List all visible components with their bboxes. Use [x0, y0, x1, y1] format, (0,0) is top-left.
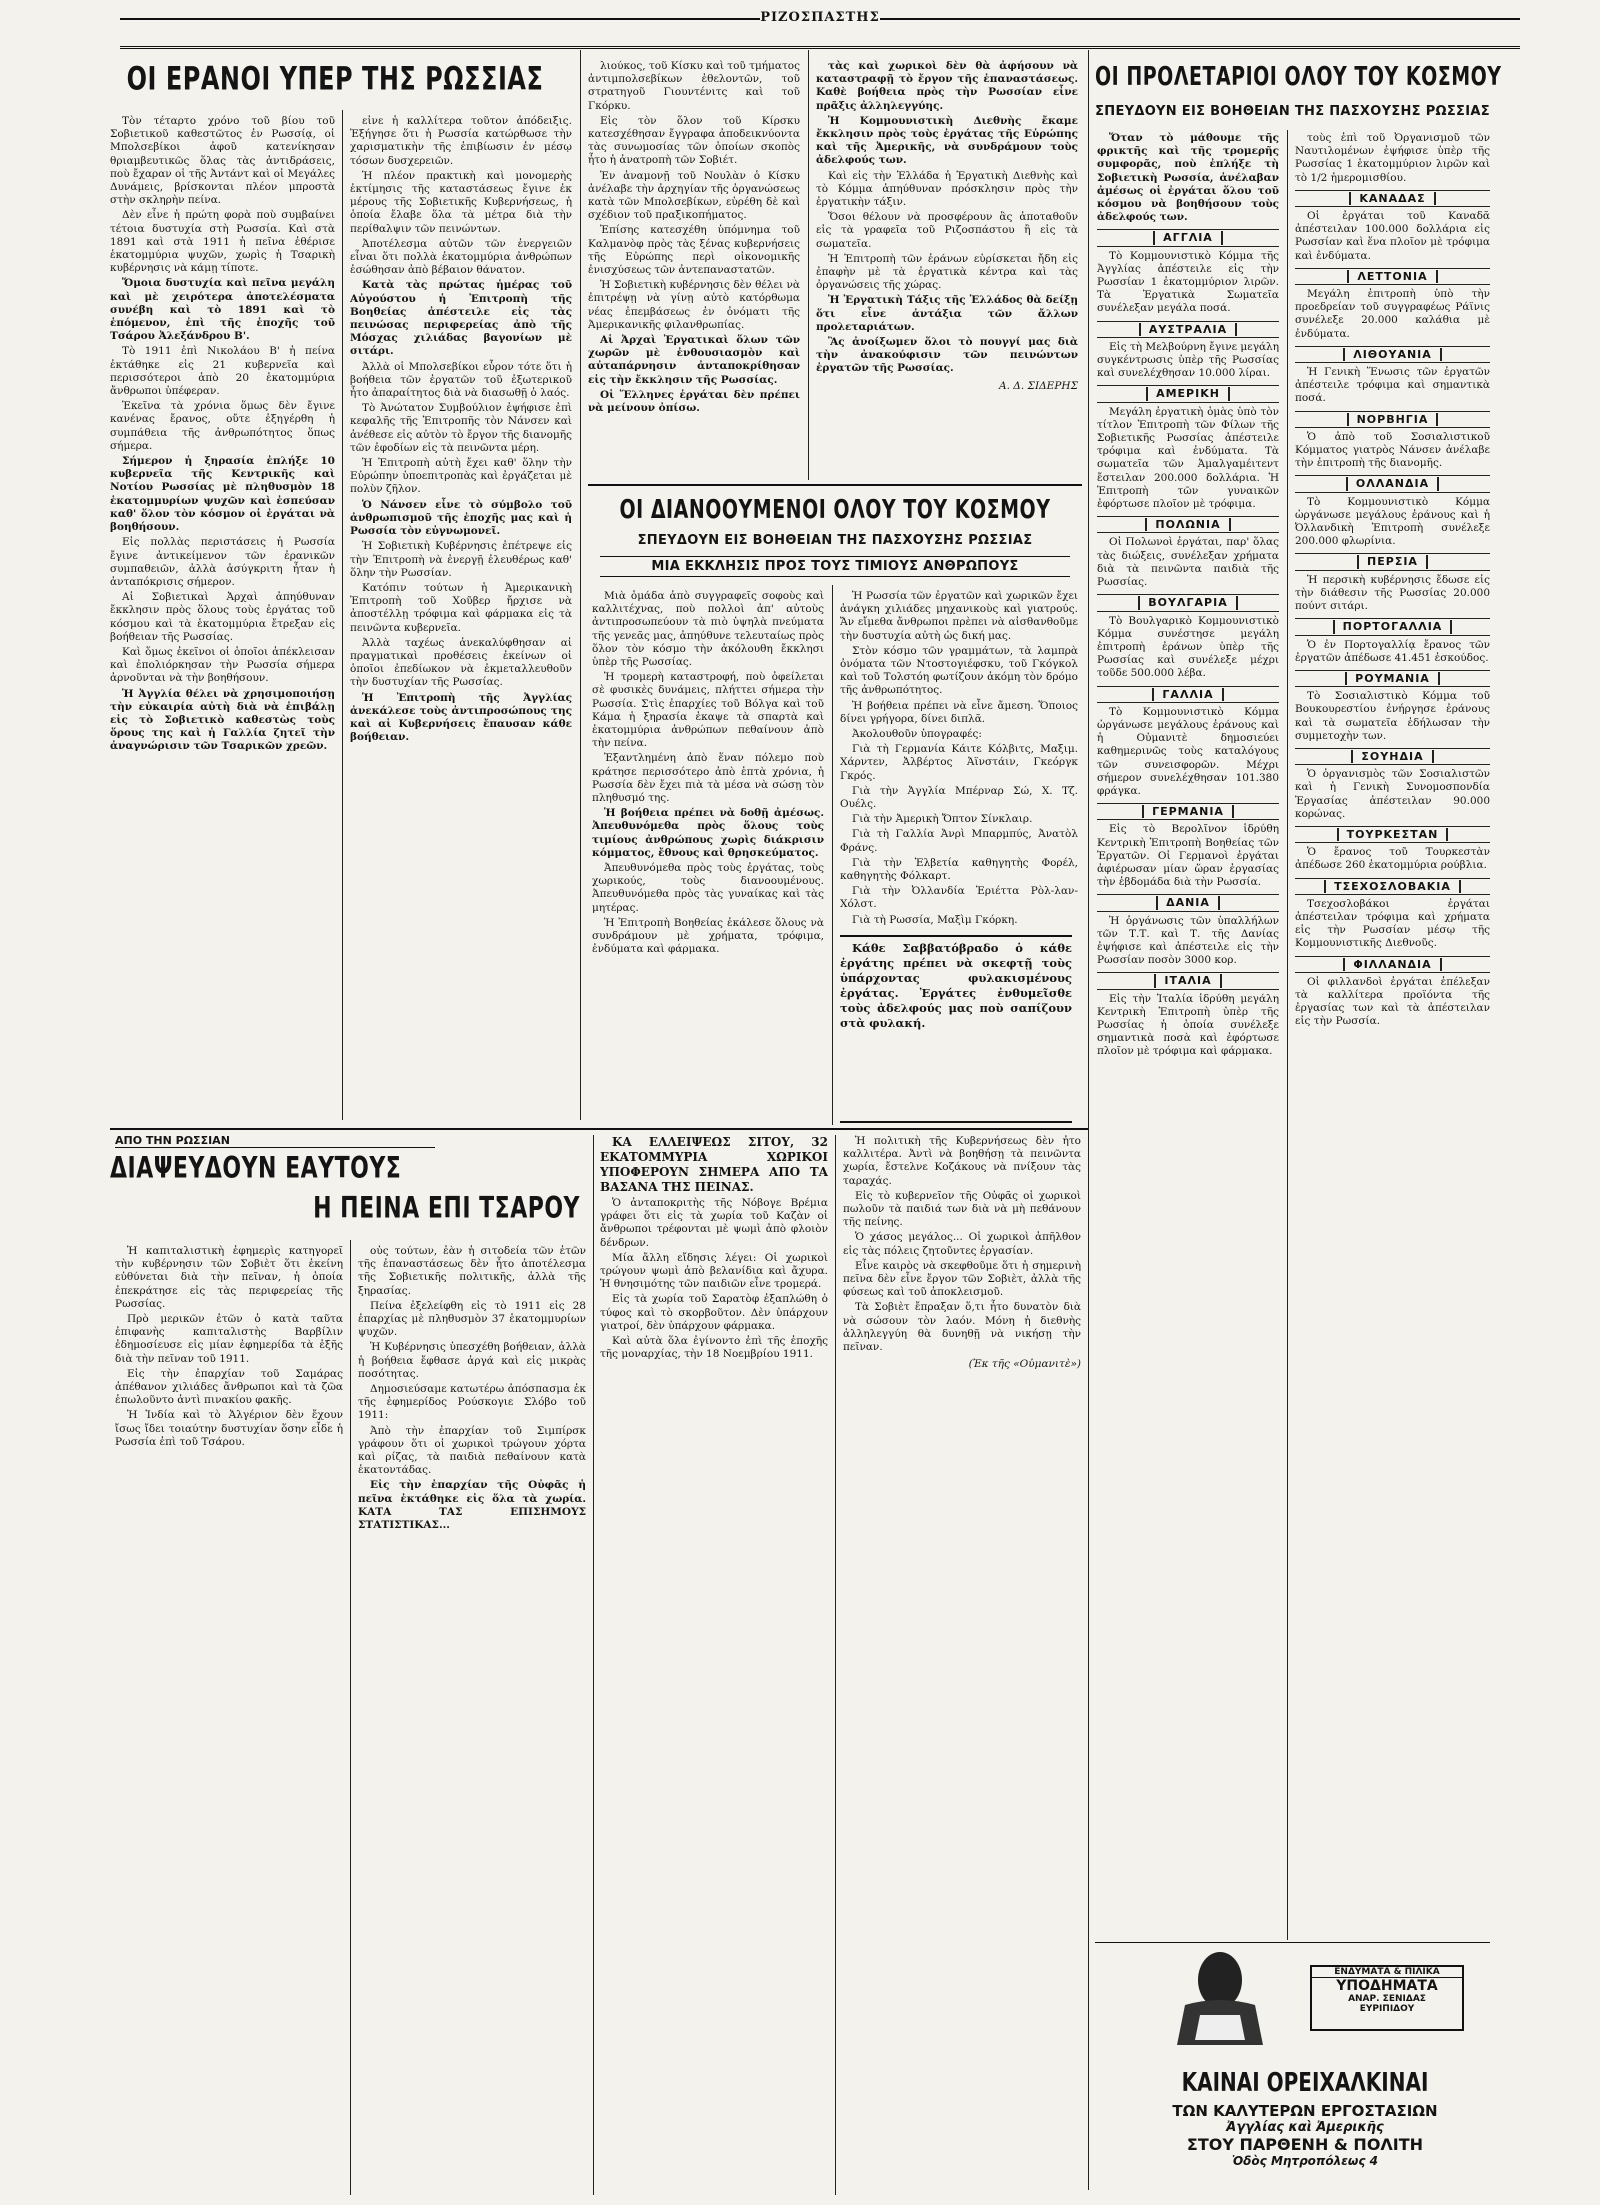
- country-header: [1097, 686, 1279, 703]
- country-header: [1295, 475, 1490, 492]
- paragraph: Ἀπευθυνόμεθα πρὸς τοὺς ἐργάτας, τοὺς χωρικούς, τοὺς διανοουμένους. Ἀπευθυνόμεθα πρὸς τὰς γυναίκας καὶ τὰς μητέρας.: [592, 862, 824, 914]
- paragraph: Κατὰ τὰς πρώτας ἡμέρας τοῦ Αὐγούστου ἡ Ἐπιτροπὴ τῆς Βοηθείας ἀπέστειλε εἰς τὰς πεινώσας περιφερείας ἀπὸ τῆς Μόσχας χιλιάδας βαγονίων μὲ σιτάρι.: [350, 279, 572, 358]
- country-header: [1295, 956, 1490, 973]
- paragraph: Οἱ φιλλανδοὶ ἐργάται ἐπέλεξαν τὰ καλλίτερα προϊόντα τῆς ἐργασίας των καὶ τὰ ἀπέστειλαν εἰς τὴν Ρωσσία.: [1295, 975, 1490, 1028]
- article-4-column-3: [600, 1135, 828, 2195]
- paragraph: Ὅμοια δυστυχία καὶ πεῖνα μεγάλη καὶ μὲ χειρότερα ἀποτελέσματα συνέβη καὶ τὸ 1891 καὶ τὸ ἑπόμενον, ἐπὶ τῆς ἐποχῆς τοῦ Τσάρου Ἀλεξάνδρου Β'.: [110, 277, 335, 343]
- article-4-column-4: [843, 1135, 1081, 2195]
- paragraph: Εἰς τὴν Ἰταλία ἱδρύθη μεγάλη Κεντρικὴ Ἐπιτροπὴ ὑπὲρ τῆς Ρωσσίας ἡ ὁποία συνέλεξε σημαντικὰ ποσὰ καὶ ἐφόρτωσε πλοῖον μὲ τρόφιμα καὶ φάρμακα.: [1097, 992, 1279, 1058]
- paragraph: Ἡ Ἐπιτροπὴ τῶν ἐράνων εὑρίσκεται ἤδη εἰς ἐπαφὴν μὲ τὰ ἐργατικὰ κέντρα καὶ τὰς ὀργανώσεις τῆς χώρας.: [816, 252, 1078, 292]
- ad-line: ΥΠΟΔΗΜΑΤΑ: [1336, 1978, 1438, 1994]
- paragraph: Ἡ καπιταλιστικὴ ἐφημερὶς κατηγορεῖ τὴν κυβέρνησιν τῶν Σοβιὲτ ὅτι ἐκείνη εὐθύνεται διὰ τὴν πεῖναν, ἡ ὁποία ἐπεκράτησε εἰς τὰς περιφερείας τῆς Ρωσσίας.: [115, 1245, 343, 1310]
- paragraph: Τὸ Σοσιαλιστικὸ Κόμμα τοῦ Βουκουρεστίου ἐνήργησε ἐράνους καὶ τὰ σωματεῖα ἐδήλωσαν τὴν συμμετοχὴν των.: [1295, 690, 1490, 742]
- column-divider: [342, 110, 343, 1120]
- paragraph: Ἡ πλέον πρακτικὴ καὶ μονομερὴς ἐκτίμησις τῆς καταστάσεως ἔγινε ἐκ μέρους τῆς Σοβιετικῆς Κυβερνήσεως, ἡ ὁποία ἔλαβε ὅλα τὰ μέτρα διὰ τὴν περίθαλψιν τῶν πεινώντων.: [350, 169, 572, 235]
- paragraph: Αἱ Σοβιετικαὶ Ἀρχαὶ ἀπηύθυναν ἔκκλησιν πρὸς ὅλους τοὺς ἐργάτας τοῦ κόσμου καὶ τὰ ἑκατομμύρια ἔτρεξαν εἰς βοήθειαν τῆς Ρωσσίας.: [110, 591, 335, 643]
- paragraph: Καὶ αὐτὰ ὅλα ἐγίνοντο ἐπὶ τῆς ἐποχῆς τῆς μοναρχίας, τὴν 18 Νοεμβρίου 1911.: [600, 1335, 828, 1361]
- paragraph: ΚΑ ΕΛΛΕΙΨΕΩΣ ΣΙΤΟΥ, 32 ΕΚΑΤΟΜΜΥΡΙΑ ΧΩΡΙΚΟΙ ΥΠΟΦΕΡΟΥΝ ΣΗΜΕΡΑ ΑΠΟ ΤΑ ΒΑΣΑΝΑ ΤΗΣ ΠΕΙΝΑΣ.: [600, 1135, 828, 1194]
- country-header: [1295, 878, 1490, 895]
- paragraph: Ἂς ἀνοίξωμεν ὅλοι τὸ πουγγί μας διὰ τὴν ἀνακούφισιν τῶν πεινώντων ἐργατῶν τῆς Ρωσσίας.: [816, 336, 1078, 375]
- paragraph: εἶνε ἡ καλλίτερα τοῦτον ἀπόδειξις. Ἐξήγησε ὅτι ἡ Ρωσσία κατώρθωσε τὴν χαρισματικὴν τῆς ἐπιβίωσιν ἐν μέσῳ τόσων δυσχερειῶν.: [350, 115, 572, 167]
- country-name: ΒΟΥΛΓΑΡΙΑ: [1138, 596, 1237, 609]
- country-name: ΙΤΑΛΙΑ: [1154, 974, 1221, 987]
- paragraph: Τσεχοσλοβάκοι ἐργάται ἀπέστειλαν τρόφιμα καὶ χρήματα εἰς τὴν Ρωσσίαν μέσῳ τῆς Κομμουνιστικῆς Διεθνοῦς.: [1295, 897, 1490, 950]
- column-divider: [835, 1135, 836, 2195]
- paragraph: Εἶνε καιρὸς νὰ σκεφθοῦμε ὅτι ἡ σημερινὴ πεῖνα δὲν εἶνε ἔργον τῶν Σοβιὲτ, ἀλλὰ τῆς φύσεως καὶ τοῦ ἀποκλεισμοῦ.: [843, 1259, 1081, 1299]
- country-name: ΠΕΡΣΙΑ: [1357, 555, 1428, 568]
- paragraph: Ἡ Ἐργατικὴ Τάξις τῆς Ἑλλάδος θὰ δείξῃ ὅτι εἶνε ἀντάξια τῶν ἄλλων προλεταριάτων.: [816, 294, 1078, 333]
- country-header: [1295, 268, 1490, 285]
- ad-line: ΕΝΔΥΜΑΤΑ & ΠΙΛΙΚΑ: [1312, 1967, 1462, 1978]
- paragraph: Μεγάλη ἐπιτροπὴ ὑπὸ τὴν προεδρείαν τοῦ συγγραφέως Ράϊνις συνέλεξε 20.000 καλάθια μὲ ἐνδύματα.: [1295, 288, 1490, 340]
- country-name: ΦΙΛΛΑΝΔΙΑ: [1343, 958, 1441, 971]
- paragraph: Οἱ Πολωνοὶ ἐργάται, παρ' ὅλας τὰς διώξεις, συνέλεξαν χρήματα διὰ τὰ πεινῶντα παιδιὰ τῆς Ρωσσίας.: [1097, 536, 1279, 589]
- paragraph: Σήμερον ἡ ξηρασία ἐπλήξε 10 κυβερνεῖα τῆς Κεντρικῆς καὶ Νοτίου Ρωσσίας μὲ πληθυσμὸν 18 ἑκατομμυρίων ψυχῶν καὶ ἐσπεύσαν καθ' ὅλον τὸν κόσμον οἱ ἐργάται νὰ βοηθήσουν.: [110, 455, 335, 534]
- paragraph: Ἀκολουθοῦν ὑπογραφές:: [852, 728, 982, 741]
- country-name: ΟΛΛΑΝΔΙΑ: [1346, 477, 1439, 490]
- country-header: [1295, 618, 1490, 635]
- section-rule: [588, 484, 1082, 486]
- ad-line: ΚΑΙΝΑΙ ΟΡΕΙΧΑΛΚΙΝΑΙ: [1181, 2066, 1429, 2098]
- paragraph: Ὁ ἔρανος τοῦ Τουρκεστὰν ἀπέδωσε 260 ἑκατομμύρια ρούβλια.: [1295, 846, 1490, 872]
- masthead-rule-right: [880, 18, 1520, 20]
- paragraph: Πείνα ἐξελείφθη εἰς τὸ 1911 εἰς 28 ἐπαρχίας μὲ πληθυσμὸν 37 ἑκατομμυρίων ψυχῶν.: [358, 1299, 586, 1339]
- paragraph: Ἡ Σοβιετικὴ κυβέρνησις δὲν θέλει νὰ ἐπιτρέψῃ νὰ γίνῃ αὐτὸ κατόρθωμα νέας ἐπεμβάσεως ἐν ὀνόματι τῆς Ἀμερικανικῆς φιλανθρωπίας.: [588, 279, 800, 331]
- paragraph: Ὁ χάσος μεγάλος... Οἱ χωρικοὶ ἀπῆλθον εἰς τὰς πόλεις ζητοῦντες ἐργασίαν.: [843, 1231, 1081, 1257]
- paragraph: Γιὰ τὴ Γαλλία Ἀνρὶ Μπαρμπύς, Ἀνατὸλ Φράνς.: [840, 828, 1078, 854]
- country-name: ΠΟΛΩΝΙΑ: [1145, 518, 1230, 531]
- paragraph: τοὺς ἐπὶ τοῦ Ὀργανισμοῦ τῶν Ναυτιλομένων ἐψήφισε ὑπὲρ τῆς Ρωσσίας 1 ἑκατομμύριον λιρῶν καὶ τὸ 1/2 ἡμερομισθίου.: [1295, 132, 1490, 184]
- country-header: [1295, 346, 1490, 363]
- article-1-column-3: [588, 60, 800, 480]
- paragraph: Ἡ Ἐπιτροπὴ Βοηθείας ἐκάλεσε ὅλους νὰ συνδράμουν μὲ χρήματα, τρόφιμα, ἐνδύματα καὶ φάρμακα.: [592, 916, 824, 956]
- paragraph: λιούκος, τοῦ Κίσκυ καὶ τοῦ τμήματος ἀντιμπολσεβίκων ἐθελοντῶν, τοῦ στρατηγοῦ Γιουντένιτς καὶ τοῦ Γκόρκυ.: [588, 60, 800, 112]
- country-header: [1097, 385, 1279, 402]
- country-name: ΛΕΤΤΟΝΙΑ: [1347, 270, 1437, 283]
- paragraph: Τὸ Κομμουνιστικὸ Κόμμα ὠργάνωσε μεγάλους ἐράνους καὶ ἡ Ὀλλανδικὴ Ἐπιτροπὴ συνέλεξε 200.000 φλωρίνια.: [1295, 495, 1490, 548]
- column-divider: [1287, 130, 1288, 1940]
- article-2-headline: ΟΙ ΔΙΑΝΟΟΥΜΕΝΟΙ ΟΛΟΥ ΤΟΥ ΚΟΣΜΟΥ: [619, 495, 1051, 525]
- country-name: ΓΕΡΜΑΝΙΑ: [1142, 805, 1234, 818]
- paragraph: Ἐκεῖνα τὰ χρόνια ὅμως δὲν ἔγινε κανένας ἔρανος, οὔτε ἐξηγέρθη ἡ συμπάθεια τῆς ἀνθρωπότητος ὅπως σήμερα.: [110, 400, 335, 452]
- paragraph: Ὅταν τὸ μάθουμε τῆς φρικτῆς καὶ τῆς τρομερῆς συμφορᾶς, ποὺ ἐπλήξε τὴ Σοβιετικὴ Ρωσσία, ἀνέλαβαν ἀμέσως οἱ ἐργάται ὅλου τοῦ κόσμου νὰ βοηθήσουν τοὺς ἀδελφούς των.: [1097, 132, 1279, 224]
- country-name: ΝΟΡΒΗΓΙΑ: [1347, 413, 1439, 426]
- ad-line: Ὁδὸς Μητροπόλεως 4: [1231, 2154, 1379, 2168]
- ad-line: ΣΤΟΥ ΠΑΡΘΕΝΗ & ΠΟΛΙΤΗ: [1186, 2135, 1424, 2154]
- country-header: [1295, 748, 1490, 765]
- masthead: [120, 6, 1520, 49]
- paragraph: Ὅσοι θέλουν νὰ προσφέρουν ἂς ἀποταθοῦν εἰς τὰ γραφεῖα τοῦ Ριζοσπάστου ἢ εἰς τὰ σωματεῖα.: [816, 211, 1078, 250]
- paragraph: οὐς τούτων, ἐὰν ἡ σιτοδεία τῶν ἐτῶν τῆς ἐπαναστάσεως δὲν ἦτο ἀποτέλεσμα τῆς Σοβιετικῆς πολιτικῆς, ἀλλὰ τῆς ξηρασίας.: [358, 1245, 586, 1297]
- ad-line: ΤΩΝ ΚΑΛΥΤΕΡΩΝ ΕΡΓΟΣΤΑΣΙΩΝ: [1172, 2102, 1438, 2120]
- country-header: [1097, 516, 1279, 533]
- article-1-column-4: [816, 60, 1078, 480]
- paragraph: Οἱ ἐργάται τοῦ Καναδᾶ ἀπέστειλαν 100.000 δολλάρια εἰς Ρωσσίαν καὶ ἕνα πλοῖον μὲ τρόφιμα καὶ ἐνδύματα.: [1295, 210, 1490, 262]
- paragraph: Ὁ ὀργανισμὸς τῶν Σοσιαλιστῶν καὶ ἡ Γενικὴ Συνομοσπονδία Ἐργασίας ἀπέστειλαν 90.000 κορώνας.: [1295, 768, 1490, 820]
- ad-brass-beds: [1140, 2066, 1470, 2168]
- paragraph: Ἡ τρομερὴ καταστροφή, ποὺ ὀφείλεται σὲ φυσικὲς δυνάμεις, πλήττει σήμερα τὴν Ρωσσία. Στὶς ἐπαρχίες τοῦ Βόλγα καὶ τοῦ Κάμα ἡ ξηρασία ἐκαψε τὰ σπαρτὰ καὶ ἑκατομμύρια ἀνθρώπων πεθαίνουν ἀπὸ τὴν πείνα.: [592, 671, 824, 750]
- paragraph: Ἡ Ἐπιτροπὴ τῆς Ἀγγλίας ἀνεκάλεσε τοὺς ἀντιπροσώπους της καὶ αἱ Κυβερνήσεις ἔπαυσαν κάθε βοήθειαν.: [350, 691, 572, 744]
- article-2-column-2: [840, 590, 1078, 925]
- paragraph: Τὸ 1911 ἐπὶ Νικολάου Β' ἡ πείνα ἐκτάθηκε εἰς 21 κυβερνεῖα καὶ περισσότεροι ἀπὸ 20 ἑκατομμύρια ἄνθρωποι ὑπέφεραν.: [110, 345, 335, 398]
- paragraph: Εἰς πολλὰς περιστάσεις ἡ Ρωσσία ἔγινε ἀντικείμενον τῶν ἐρανικῶν συμπαθειῶν, ἀλλὰ ἀσύγκριτη ἦταν ἡ ἀνταπόκρισις σήμερον.: [110, 536, 335, 588]
- paragraph: Τὸ Κομμουνιστικὸ Κόμμα ὠργάνωσε μεγάλους ἐράνους καὶ ἡ Οὐμανιτὲ δημοσιεύει καθημερινῶς τοὺς καταλόγους τῶν συνεισφορῶν. Μέχρι σήμερον συνελέχθησαν 101.380 φράγκα.: [1097, 705, 1279, 797]
- paragraph: Ἡ Ἐπιτροπὴ αὐτὴ ἔχει καθ' ὅλην τὴν Εὐρώπην ὑποεπιτροπὰς καὶ ἐργάζεται μὲ πολὺν ζῆλον.: [350, 457, 572, 496]
- country-name: ΤΣΕΧΟΣΛΟΒΑΚΙΑ: [1324, 880, 1461, 893]
- country-header: [1295, 411, 1490, 428]
- country-header: [1097, 894, 1279, 911]
- article-1-signature: Α. Δ. ΣΙΔΕΡΗΣ: [999, 379, 1078, 392]
- paragraph: Ἐξαντλημένη ἀπὸ ἕναν πόλεμο ποὺ κράτησε περισσότερο ἀπὸ ἑπτὰ χρόνια, ἡ Ρωσσία δὲν ἔχει πιὰ τὰ μέσα νὰ σώσῃ τὸν πληθυσμό της.: [592, 752, 824, 805]
- paragraph: Εἰς τὴν ἐπαρχίαν τοῦ Σαμάρας ἀπέθανον χιλιάδες ἄνθρωποι καὶ τὰ ζῶα ἐπωλοῦντο ἀντὶ πινακίου φακῆς.: [115, 1367, 343, 1407]
- paragraph: Οἱ Ἕλληνες ἐργάται δὲν πρέπει νὰ μείνουν ὀπίσω.: [588, 388, 800, 415]
- country-name: ΑΜΕΡΙΚΗ: [1146, 387, 1230, 400]
- column-divider: [1088, 50, 1089, 2190]
- country-header: [1097, 321, 1279, 338]
- column-divider: [808, 50, 809, 480]
- country-name: ΓΑΛΛΙΑ: [1152, 688, 1223, 701]
- paragraph: Μιὰ ὁμάδα ἀπὸ συγγραφεῖς σοφοὺς καὶ καλλιτέχνας, ποὺ πολλοὶ ἀπ' αὐτοὺς ἀντιπροσωπεύουν τὰ πιὸ ὑψηλὰ πνεύματα τῆς γενεᾶς μας, ἀπηύθυνε τελευταίως πρὸς ὅλον τὸν κόσμο τὴν ἀκόλουθη ἔκκλησι ὑπὲρ τῆς Ρωσσίας.: [592, 590, 824, 669]
- paragraph: Τὸν τέταρτο χρόνο τοῦ βίου τοῦ Σοβιετικοῦ καθεστῶτος ἐν Ρωσσίᾳ, οἱ Μπολσεβίκοι ἀφοῦ κατενίκησαν θριαμβευτικῶς ὅλας τὰς ἀντιδράσεις, ποὺ ἔχαραν οἱ τῆς Ἀντάντ καὶ οἱ Μεγάλες Δυνάμεις, βρίσκονται πλέον μπροστὰ στὴν σκληρὴν πείνα.: [110, 115, 335, 207]
- article-3-headline: ΟΙ ΠΡΟΛΕΤΑΡΙΟΙ ΟΛΟΥ ΤΟΥ ΚΟΣΜΟΥ: [1095, 62, 1502, 92]
- country-header: [1295, 826, 1490, 843]
- paragraph: Γιὰ τὴ Ρωσσία, Μαξὶμ Γκόρκη.: [852, 913, 1018, 925]
- paragraph: Ἡ Σοβιετικὴ Κυβέρνησις ἐπέτρεψε εἰς τὴν Ἐπιτροπὴ νὰ ἐνεργῇ ἐλευθέρως καθ' ὅλην τὴν Ρωσσίαν.: [350, 540, 572, 579]
- paragraph: Μία ἄλλη εἴδησις λέγει: Οἱ χωρικοὶ τρώγουν ψωμὶ ἀπὸ βελανίδια καὶ ἄχυρα. Ἡ θνησιμότης τῶν παιδιῶν εἶνε τρομερά.: [600, 1251, 828, 1291]
- paragraph: Ἡ βοήθεια πρέπει νὰ εἶνε ἄμεση. Ὅποιος δίνει γρήγορα, δίνει διπλᾶ.: [840, 699, 1078, 725]
- paragraph: Ἡ Ἰνδία καὶ τὸ Ἀλγέριον δὲν ἔχουν ἴσως ἴδει τοιαύτην δυστυχίαν ὅσην εἶδε ἡ Ρωσσία ἐπὶ τοῦ Τσάρου.: [115, 1409, 343, 1448]
- paragraph: Εἰς τὴ Μελβούρνη ἔγινε μεγάλη συγκέντρωσις ὑπὲρ τῆς Ρωσσίας καὶ συνελέχθησαν 10.000 λίραι.: [1097, 340, 1279, 380]
- paragraph: τὰς καὶ χωρικοὶ δὲν θὰ ἀφήσουν νὰ καταστραφῇ τὸ ἔργον τῆς ἐπαναστάσεως. Καθὲ βοήθεια πρὸς τὴν Ρωσσίαν εἶνε πρᾶξις ἀλληλεγγύης.: [816, 60, 1078, 112]
- paragraph: Πρὸ μερικῶν ἐτῶν ὁ κατὰ ταῦτα ἐπιφανὴς καπιταλιστὴς Βαρβίλιν ἐδημοσίευσε εἰς μίαν ἐφημερίδα τὰ ἑξῆς διὰ τὴν πεῖναν τοῦ 1911.: [115, 1313, 343, 1365]
- paragraph: Τὸ Κομμουνιστικὸ Κόμμα τῆς Ἀγγλίας ἀπέστειλε εἰς τὴν Ρωσσίαν 1 ἐκατομμύριον λιρῶν. Τὰ Ἐργατικὰ Σωματεῖα συνέλεξαν μεγάλα ποσά.: [1097, 249, 1279, 315]
- paragraph: Ἡ Γενικὴ Ἕνωσις τῶν ἐργατῶν ἀπέστειλε τρόφιμα καὶ σημαντικὰ ποσά.: [1295, 366, 1490, 405]
- country-name: ΚΑΝΑΔΑΣ: [1349, 192, 1435, 205]
- paragraph: Γιὰ τὴν Ὀλλανδία Ἑριέττα Ρὸλ-λαν-Χόλστ.: [840, 885, 1078, 911]
- paragraph: Γιὰ τὴν Ἀμερικὴ Ὄπτον Σίνκλαιρ.: [852, 813, 1033, 826]
- masthead-title: ΡΙΖΟΣΠΑΣΤΗΣ: [760, 10, 880, 25]
- country-name: ΑΥΣΤΡΑΛΙΑ: [1139, 323, 1237, 336]
- ad-line: Ἀγγλίας καὶ Ἀμερικῆς: [1226, 2120, 1384, 2135]
- paragraph: Ἡ ὀργάνωσις τῶν ὑπαλλήλων τῶν Τ.Τ. καὶ Τ. τῆς Δανίας ἐψήφισε καὶ ἀπέστειλε εἰς τὴν Ρωσσίαν ποσὸν 3000 κορ.: [1097, 914, 1279, 967]
- paragraph: Ἐν ἀναμονῇ τοῦ Νουλὰν ὁ Κίσκυ ἀνέλαβε τὴν ἀρχηγίαν τῆς ὀργανώσεως κατὰ τῶν Μπολσεβίκων, εὑρέθη δὲ καὶ σχέδιον τοῦ πραξικοπήματος.: [588, 169, 800, 222]
- paragraph: Καὶ ὅμως ἐκεῖνοι οἱ ὁποῖοι ἀπέκλεισαν καὶ ἐπολιόρκησαν τὴν Ρωσσία σήμερα ἀρνοῦνται νὰ τὴν βοηθήσουν.: [110, 645, 335, 685]
- article-3-subhead: ΣΠΕΥΔΟΥΝ ΕΙΣ ΒΟΗΘΕΙΑΝ ΤΗΣ ΠΑΣΧΟΥΣΗΣ ΡΩΣΣΙΑΣ: [1095, 104, 1490, 119]
- ad-line: ΕΥΡΙΠΙΔΟΥ: [1359, 2004, 1415, 2014]
- paragraph: Καὶ εἰς τὴν Ἑλλάδα ἡ Ἐργατικὴ Διεθνὴς καὶ τὸ Κόμμα ἀπηύθυναν πρόσκλησιν πρὸς τὴν ἐργατικὴν τάξιν.: [816, 169, 1078, 209]
- paragraph: Ἡ Κομμουνιστικὴ Διεθνὴς ἔκαμε ἔκκλησιν πρὸς τοὺς ἐργάτας τῆς Εὐρώπης καὶ τῆς Ἀμερικῆς, νὰ συνδράμουν τοὺς ἀδελφούς των.: [816, 114, 1078, 167]
- article-4-column-1: [115, 1245, 343, 2195]
- country-name: ΠΟΡΤΟΓΑΛΛΙΑ: [1333, 620, 1453, 633]
- paragraph: Στὸν κόσμο τῶν γραμμάτων, τὰ λαμπρὰ ὀνόματα τῶν Ντοστογιέφσκυ, τοῦ Γκόγκολ καὶ τοῦ Τολστόη φωτίζουν ἀκόμη τὸν δρόμο τῆς ἀνθρωπότητος.: [840, 644, 1078, 697]
- country-name: ΣΟΥΗΔΙΑ: [1351, 750, 1433, 763]
- paragraph: Εἰς τὴν ἐπαρχίαν τῆς Οὐφᾶς ἡ πεῖνα ἐκτάθηκε εἰς ὅλα τὰ χωρία. ΚΑΤΑ ΤΑΣ ΕΠΙΣΗΜΟΥΣ ΣΤΑΤΙΣΤΙΚΑΣ...: [358, 1479, 586, 1532]
- paragraph: Εἰς τὸ κυβερνεῖον τῆς Οὐφᾶς οἱ χωρικοὶ πωλοῦν τὰ παιδιά των διὰ νὰ μὴ πεθάνουν τῆς πείνης.: [843, 1189, 1081, 1229]
- paragraph: Ἀπὸ τὴν ἐπαρχίαν τοῦ Σιμπίρσκ γράφουν ὅτι οἱ χωρικοὶ τρώγουν χόρτα καὶ ρίζας, τὰ παιδιὰ πεθαίνουν κατὰ ἑκατοντάδας.: [358, 1424, 586, 1477]
- paragraph: Εἰς τὰ χωρία τοῦ Σαρατὸφ ἐξαπλώθη ὁ τύφος καὶ τὸ σκορβοῦτον. Δὲν ὑπάρχουν γιατροί, δὲν ὑπάρχουν φάρμακα.: [600, 1293, 828, 1332]
- paragraph: Εἰς τὸ Βερολῖνον ἱδρύθη Κεντρικὴ Ἐπιτροπὴ Βοηθείας τῶν Ἐργατῶν. Οἱ Γερμανοὶ ἐργάται ἀφιέρωσαν μίαν ὥραν ἐργασίας τὴν ἑβδομάδα διὰ τὴν Ρωσσία.: [1097, 823, 1279, 889]
- paragraph: Ὁ ἀπὸ τοῦ Σοσιαλιστικοῦ Κόμματος γιατρὸς Νάνσεν ἀνέλαβε τὴν ἐπιτροπὴ τῆς διανομῆς.: [1295, 430, 1490, 470]
- paragraph: Αἱ Ἀρχαὶ Ἐργατικαὶ ὅλων τῶν χωρῶν μὲ ἐνθουσιασμὸν καὶ αὐταπάρνησιν ἀνταποκρίθησαν εἰς τὴν ἔκκλησιν τῆς Ρωσσίας.: [588, 334, 800, 386]
- paragraph: Ἡ βοήθεια πρέπει νὰ δοθῇ ἀμέσως. Ἀπευθυνόμεθα πρὸς ὅλους τοὺς τιμίους ἀνθρώπους χωρὶς διάκρισιν κόμματος, ἔθνους καὶ θρησκεύματος.: [592, 807, 824, 859]
- article-4-headline: ΔΙΑΨΕΥΔΟΥΝ ΕΑΥΤΟΥΣ: [110, 1152, 402, 1186]
- paragraph: Ἡ πολιτικὴ τῆς Κυβερνήσεως δὲν ἦτο καλλιτέρα. Ἀντὶ νὰ βοηθήσῃ τὰ πεινῶντα χωρία, ἔστελνε Κοζάκους νὰ πνίξουν τὰς ταραχάς.: [843, 1135, 1081, 1187]
- country-name: ΛΙΘΟΥΑΝΙΑ: [1343, 348, 1442, 361]
- paragraph: Ἀλλὰ ταχέως ἀνεκαλύφθησαν αἱ πραγματικαὶ προθέσεις ἐκείνων οἱ ὁποῖοι ἐπεδίωκον νὰ ἐκμεταλλευθοῦν τὴν δυστυχίαν τῆς Ρωσσίας.: [350, 636, 572, 689]
- paragraph: Κάθε Σαββατόβραδο ὁ κάθε ἐργάτης πρέπει νὰ σκεφτῇ τοὺς ὑπάρχοντας φυλακισμένους ἐργάτας. Ἐργάτες ἐνθυμεῖσθε τοὺς ἀδελφούς μας ποὺ σαπίζουν στὰ φυλακή.: [840, 941, 1072, 1030]
- paragraph: Μεγάλη ἐργατικὴ ὁμὰς ὑπὸ τὸν τίτλον Ἐπιτροπὴ τῶν Φίλων τῆς Σοβιετικῆς Ρωσσίας ἀπέστειλε τρόφιμα καὶ ἐνδύματα. Τὰ σωματεῖα τῶν Ἀμαλγαμέιτεντ ἔστειλαν 200.000 δολλάρια. Ἡ Ἐπιτροπὴ τῶν γυναικῶν ἐφόρτωσε πλοῖον μὲ τρόφιμα.: [1097, 405, 1279, 511]
- section-rule: [110, 1128, 1088, 1130]
- country-header: [1295, 670, 1490, 687]
- paragraph: Ἀποτέλεσμα αὐτῶν τῶν ἐνεργειῶν εἶναι ὅτι πολλὰ ἑκατομμύρια ἀνθρώπων ἐσώθησαν ἀπὸ βέβαιον θάνατον.: [350, 237, 572, 277]
- paragraph: Γιὰ τὴ Γερμανία Κάιτε Κόλβιτς, Μαξιμ. Χάρντεν, Ἀλβέρτος Ἀϊνστάιν, Γκεόργκ Γκρός.: [840, 743, 1078, 782]
- paragraph: Δὲν εἶνε ἡ πρώτη φορὰ ποὺ συμβαίνει τέτοια δυστυχία στὴ Ρωσσία. Καὶ στὰ 1891 καὶ στὰ 1911 ἡ πεῖνα ἐθέρισε ἑκατομμύρια ψυχῶν, χωρὶς ἡ Τσαρικὴ κυβέρνησις νὰ κάμῃ τίποτε.: [110, 209, 335, 275]
- article-1-column-2: [350, 115, 572, 1115]
- paragraph: Τὰ Σοβιὲτ ἔπραξαν ὅ,τι ἦτο δυνατὸν διὰ νὰ σώσουν τὸν λαόν. Μόνη ἡ διεθνὴς ἀλληλεγγύη θὰ δυνηθῇ νὰ νικήσῃ τὴν πεῖναν.: [843, 1301, 1081, 1354]
- ad-shoe-illustration-icon: [1145, 1945, 1295, 2055]
- paragraph: Δημοσιεύσαμε κατωτέρω ἀπόσπασμα ἐκ τῆς ἐφημερίδος Ρούσκογιε Σλόβο τοῦ 1911:: [358, 1383, 586, 1422]
- paragraph: Ὁ ἐν Πορτογαλλίᾳ ἔρανος τῶν ἐργατῶν ἀπέδωσε 41.451 ἐσκούδος.: [1295, 638, 1490, 664]
- article-3-column-2: [1295, 132, 1490, 1942]
- country-header: [1295, 553, 1490, 570]
- column-divider: [580, 50, 581, 1120]
- paragraph: Γιὰ τὴν Ἑλβετία καθηγητὴς Φορέλ, καθηγητὴς Φόλκαρτ.: [840, 856, 1078, 883]
- column-divider: [593, 1135, 594, 2195]
- article-1-headline: ΟΙ ΕΡΑΝΟΙ ΥΠΕΡ ΤΗΣ ΡΩΣΣΙΑΣ: [126, 60, 544, 98]
- article-2-boxed-notice: [840, 935, 1072, 1123]
- paragraph: Ἡ Κυβέρνησις ὑπεσχέθη βοήθειαν, ἀλλὰ ἡ βοήθεια ἔφθασε ἀργά καὶ εἰς μικρὰς ποσότητας.: [358, 1341, 586, 1380]
- paragraph: Ὁ ἀνταποκριτὴς τῆς Νόβογε Βρέμια γράφει ὅτι εἰς τὰ χωρία τοῦ Καζὰν οἱ ἄνθρωποι τρέφονται μὲ ψωμὶ ἀπὸ φλοιὸν δένδρων.: [600, 1197, 828, 1249]
- paragraph: Εἰς τὸν ὅλον τοῦ Κίρσκυ κατεσχέθησαν ἔγγραφα ἀποδεικνύοντα τὰς συνωμοσίας τῶν ὁποίων σκοπὸς ἦτο ἡ ἀνατροπὴ τῶν Σοβιέτ.: [588, 114, 800, 167]
- column-divider: [832, 585, 833, 1125]
- country-header: [1097, 594, 1279, 611]
- paragraph: Ἡ Ρωσσία τῶν ἐργατῶν καὶ χωρικῶν ἔχει ἀνάγκη χιλιάδες μηχανικοὺς καὶ γιατρούς. Ἄν εἴμεθα ἄνθρωποι πρὲπει νὰ αἰσθανθοῦμε τὴν δυστυχία αὐτὴ ὡς δική μας.: [840, 590, 1078, 642]
- paragraph: Ἐπίσης κατεσχέθη ὑπόμνημα τοῦ Καλμανὸφ πρὸς τὰς ξένας κυβερνήσεις τῆς Εὐρώπης περὶ οἰκονομικῆς ἐνισχύσεως τῶν ἀντεπαναστατῶν.: [588, 224, 800, 277]
- paragraph: Ὁ Νάνσεν εἶνε τὸ σύμβολο τοῦ ἀνθρωπισμοῦ τῆς ἐποχῆς μας καὶ ἡ Ρωσσία τὸν εὐγνωμονεῖ.: [350, 498, 572, 538]
- column-divider: [350, 1240, 351, 2195]
- country-header: [1295, 190, 1490, 207]
- paragraph: Τὸ Ἀνώτατον Συμβούλιον ἐψήφισε ἐπὶ κεφαλῆς τῆς Ἐπιτροπῆς τὸν Νάνσεν καὶ ἀνέθεσε εἰς αὐτὸν τὸ ἔργον τῆς διανομῆς τῶν ἐφοδίων εἰς τὰ πεινῶντα μέρη.: [350, 402, 572, 454]
- article-2-column-1: [592, 590, 824, 1120]
- article-4-headline-2: Η ΠΕΙΝΑ ΕΠΙ ΤΣΑΡΟΥ: [313, 1192, 580, 1226]
- article-2-subhead-2: ΜΙΑ ΕΚΚΛΗΣΙΣ ΠΡΟΣ ΤΟΥΣ ΤΙΜΙΟΥΣ ΑΝΘΡΩΠΟΥΣ: [600, 556, 1070, 577]
- country-name: ΤΟΥΡΚΕΣΤΑΝ: [1337, 828, 1449, 841]
- paragraph: Ἡ Ἀγγλία θέλει νὰ χρησιμοποιήσῃ τὴν εὐκαιρία αὐτὴ διὰ νὰ ἐπιβάλῃ εἰς τὸ Σοβιετικὸ καθεστὼς τοὺς ὅρους της καὶ ἡ Γαλλία ζητεῖ τὴν ἀναγνώρισιν τῶν Τσαρικῶν χρεῶν.: [110, 687, 335, 753]
- paragraph: Γιὰ τὴν Ἀγγλία Μπέρναρ Σώ, Χ. Τζ. Ουέλς.: [840, 784, 1078, 811]
- country-header: [1097, 229, 1279, 246]
- article-2-subhead: ΣΠΕΥΔΟΥΝ ΕΙΣ ΒΟΗΘΕΙΑΝ ΤΗΣ ΠΑΣΧΟΥΣΗΣ ΡΩΣΣΙΑΣ: [637, 533, 1033, 548]
- country-header: [1097, 803, 1279, 820]
- country-header: [1097, 972, 1279, 989]
- article-4-source: (Ἐκ τῆς «Οὐμανιτὲ»): [968, 1358, 1081, 1371]
- section-rule: [1095, 1942, 1490, 1943]
- article-3-column-1: [1097, 132, 1279, 1942]
- paragraph: Ἡ περσικὴ κυβέρνησις ἔδωσε εἰς τὴν διάθεσιν τῆς Ρωσσίας 20.000 πούντ σιτάρι.: [1295, 573, 1490, 613]
- country-name: ΔΑΝΙΑ: [1156, 896, 1220, 909]
- article-1-column-1: [110, 115, 335, 1115]
- paragraph: Ἀλλὰ οἱ Μπολσεβίκοι εὗρον τότε ὅτι ἡ βοήθεια τῶν ἐργατῶν τοῦ ἐξωτερικοῦ ἦτο ἀπαραίτητος διὰ νὰ διασωθῇ ὁ λαός.: [350, 360, 572, 400]
- paragraph: Τὸ Βουλγαρικὸ Κομμουνιστικὸ Κόμμα συνέστησε μεγάλη ἐπιτροπὴ ἐράνων ὑπὲρ τῆς Ρωσσίας καὶ συνέλεξε μέχρι τοῦδε 500.000 λέβα.: [1097, 614, 1279, 680]
- country-name: ΑΓΓΛΙΑ: [1153, 231, 1223, 244]
- ad-line: ΑΝΑΡ. ΣΕΝΙΔΑΣ: [1348, 1994, 1426, 2004]
- article-4-column-2: [358, 1245, 586, 2195]
- ad-shoe-store-box: [1310, 1965, 1464, 2031]
- country-name: ΡΟΥΜΑΝΙΑ: [1345, 672, 1440, 685]
- paragraph: Κατόπιν τούτων ἡ Ἀμερικανικὴ Ἐπιτροπὴ τοῦ Χοῦβερ ἤρχισε νὰ ἀποστέλλῃ τρόφιμα καὶ φάρμακα εἰς τὰ πεινῶντα κυβερνεῖα.: [350, 581, 572, 634]
- article-4-kicker: ΑΠΟ ΤΗΝ ΡΩΣΣΙΑΝ: [115, 1134, 435, 1148]
